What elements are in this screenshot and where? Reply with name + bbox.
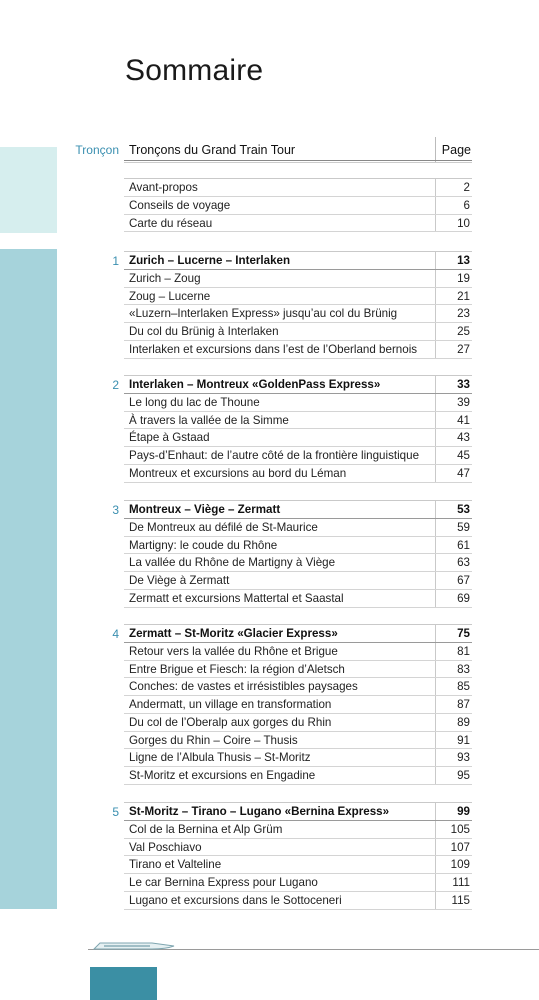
entry-page-number: 69 [457,591,470,605]
toc-rows [124,500,472,608]
toc-entry-row[interactable] [124,661,472,679]
toc-rows [124,624,472,785]
page-divider [435,341,436,358]
column-header-troncon: Tronçon [75,143,119,157]
entry-title: Conches: de vastes et irrésistibles paysages [129,680,358,694]
page-divider [435,288,436,305]
toc-entry-row[interactable] [124,215,472,233]
entry-page-number: 105 [450,822,470,836]
entry-title: Ligne de l’Albula Thusis – St-Moritz [129,751,311,765]
entry-title: Zermatt – St-Moritz «Glacier Express» [129,627,338,640]
page-divider [435,661,436,678]
entry-page-number: 43 [457,431,470,445]
toc-entry-row[interactable] [124,179,472,197]
entry-title: La vallée du Rhône de Martigny à Viège [129,556,336,570]
entry-title: Zurich – Lucerne – Interlaken [129,254,291,267]
toc-entry-row[interactable] [124,767,472,785]
entry-title: Interlaken et excursions dans l’est de l’Oberland bernois [129,342,418,356]
entry-page-number: 53 [457,503,470,516]
toc-entry-row[interactable] [124,856,472,874]
page-divider [435,732,436,749]
page-divider [435,323,436,340]
entry-title: Du col du Brünig à Interlaken [129,325,279,338]
entry-page-number: 107 [450,840,470,854]
page-divider [435,821,436,838]
section-heading-row[interactable] [124,803,472,821]
page-divider [435,252,436,269]
toc-entry-row[interactable] [124,447,472,465]
page-divider [435,696,436,713]
section-number: 3 [112,503,119,517]
page-divider [435,376,436,393]
section-heading-row[interactable] [124,625,472,643]
header-rule-secondary [124,162,472,163]
entry-page-number: 63 [457,556,470,570]
entry-page-number: 23 [457,307,470,321]
entry-title: Le long du lac de Thoune [129,395,260,409]
entry-page-number: 85 [457,680,470,694]
section-heading-row[interactable] [124,252,472,270]
entry-title: À travers la vallée de la Simme [129,413,289,427]
entry-page-number: 81 [457,644,470,658]
entry-page-number: 2 [463,181,470,194]
entry-page-number: 33 [457,378,470,391]
section-number: 4 [112,627,119,641]
entry-title: Carte du réseau [129,216,213,230]
toc-entry-row[interactable] [124,197,472,215]
page-divider [435,590,436,607]
toc-entry-row[interactable] [124,288,472,306]
entry-page-number: 83 [457,662,470,676]
page-divider [435,749,436,766]
entry-page-number: 61 [457,538,470,552]
toc-entry-row[interactable] [124,714,472,732]
entry-title: De Viège à Zermatt [129,574,230,587]
entry-title: Zurich – Zoug [129,271,201,285]
entry-title: St-Moritz et excursions en Engadine [129,769,316,782]
toc-entry-row[interactable] [124,429,472,447]
entry-page-number: 109 [450,858,470,872]
toc-entry-row[interactable] [124,554,472,572]
page-divider [435,394,436,411]
toc-rows [124,251,472,359]
toc-entry-row[interactable] [124,643,472,661]
page-divider [435,856,436,873]
toc-entry-row[interactable] [124,519,472,537]
entry-title: Tirano et Valteline [129,858,222,872]
toc-entry-row[interactable] [124,323,472,341]
toc-entry-row[interactable] [124,821,472,839]
section-number: 5 [112,805,119,819]
page-divider [435,197,436,214]
entry-page-number: 47 [457,466,470,480]
page-divider [435,179,436,196]
toc-entry-row[interactable] [124,874,472,892]
entry-page-number: 95 [457,769,470,782]
toc-rows [124,802,472,910]
page-divider [435,215,436,232]
entry-page-number: 59 [457,520,470,534]
page-divider [435,892,436,909]
page-divider [435,447,436,464]
entry-title: Étape à Gstaad [129,431,210,445]
entry-title: Du col de l’Oberalp aux gorges du Rhin [129,715,332,729]
column-header-page: Page [441,143,471,157]
toc-entry-row[interactable] [124,732,472,750]
page-divider [435,270,436,287]
page-divider [435,305,436,322]
entry-page-number: 41 [457,413,470,427]
page-divider [435,519,436,536]
entry-title: Andermatt, un village en transformation [129,698,332,711]
section-heading-row[interactable] [124,501,472,519]
entry-page-number: 67 [457,574,470,587]
page-divider [435,839,436,856]
page-title: Sommaire [125,54,264,87]
entry-title: «Luzern–Interlaken Express» jusqu’au col du Brünig [129,307,398,321]
toc-entry-row[interactable] [124,572,472,590]
entry-title: Lugano et excursions dans le Sottoceneri [129,893,342,907]
page-divider [435,714,436,731]
entry-page-number: 45 [457,449,470,462]
section-number: 2 [112,378,119,392]
entry-page-number: 99 [457,805,470,818]
entry-title: Pays-d’Enhaut: de l’autre côté de la frontière linguistique [129,449,420,462]
side-band-intro [0,147,57,233]
entry-page-number: 10 [457,216,470,230]
page-divider [435,412,436,429]
entry-title: Conseils de voyage [129,198,231,212]
header-divider [435,137,436,162]
toc-entry-row[interactable] [124,678,472,696]
page-divider [435,572,436,589]
entry-page-number: 6 [463,198,470,212]
page-divider [435,501,436,518]
footer-color-block [90,967,157,1000]
header-rule [124,160,472,161]
page-divider [435,554,436,571]
page-divider [435,874,436,891]
train-icon [92,941,176,951]
toc-entry-row[interactable] [124,270,472,288]
entry-page-number: 91 [457,733,470,747]
page-divider [435,643,436,660]
entry-page-number: 111 [452,876,470,889]
toc-entry-row[interactable] [124,749,472,767]
toc-rows [124,375,472,483]
section-number: 1 [112,254,119,268]
entry-page-number: 21 [457,289,470,303]
entry-title: Gorges du Rhin – Coire – Thusis [129,733,298,747]
toc-entry-row[interactable] [124,305,472,323]
toc-entry-row[interactable] [124,465,472,483]
page-divider [435,678,436,695]
page-divider [435,767,436,784]
entry-page-number: 75 [457,627,470,640]
toc-entry-row[interactable] [124,412,472,430]
column-header-section: Tronçons du Grand Train Tour [129,143,296,157]
toc-entry-row[interactable] [124,590,472,608]
entry-title: Interlaken – Montreux «GoldenPass Express» [129,378,381,391]
side-band-sections [0,249,57,909]
entry-title: Retour vers la vallée du Rhône et Brigue [129,644,338,658]
entry-page-number: 89 [457,715,470,729]
page-divider [435,625,436,642]
entry-title: Le car Bernina Express pour Lugano [129,876,318,889]
toc-entry-row[interactable] [124,537,472,555]
toc-entry-row[interactable] [124,892,472,910]
entry-title: Zoug – Lucerne [129,289,211,303]
entry-title: Avant-propos [129,181,198,194]
entry-title: Val Poschiavo [129,840,202,854]
entry-page-number: 87 [457,698,470,711]
page-divider [435,465,436,482]
entry-title: Martigny: le coude du Rhône [129,538,278,552]
entry-page-number: 39 [457,395,470,409]
toc-entry-row[interactable] [124,696,472,714]
page-divider [435,803,436,820]
toc-entry-row[interactable] [124,839,472,857]
entry-title: St-Moritz – Tirano – Lugano «Bernina Express» [129,805,390,818]
entry-title: Zermatt et excursions Mattertal et Saastal [129,591,344,605]
entry-page-number: 13 [457,254,470,267]
section-heading-row[interactable] [124,376,472,394]
entry-title: Montreux et excursions au bord du Léman [129,466,347,480]
page-divider [435,537,436,554]
entry-page-number: 93 [457,751,470,765]
entry-page-number: 115 [451,893,470,907]
entry-page-number: 27 [457,342,470,356]
toc-rows [124,178,472,232]
page-divider [435,429,436,446]
entry-title: De Montreux au défilé de St-Maurice [129,520,318,534]
entry-title: Montreux – Viège – Zermatt [129,503,281,516]
toc-entry-row[interactable] [124,341,472,359]
entry-page-number: 19 [457,271,470,285]
entry-title: Col de la Bernina et Alp Grüm [129,822,283,836]
entry-title: Entre Brigue et Fiesch: la région d’Aletsch [129,662,345,676]
entry-page-number: 25 [457,325,470,338]
toc-entry-row[interactable] [124,394,472,412]
